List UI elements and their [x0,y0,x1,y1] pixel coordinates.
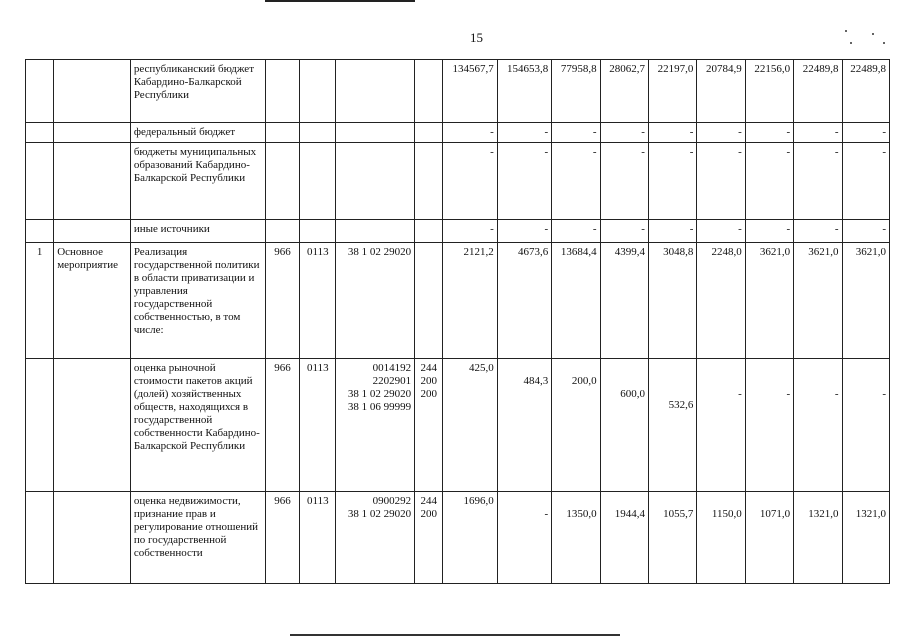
name-cell [130,60,265,123]
status-cell [54,492,131,584]
status-cell [54,220,131,243]
year-value: 1944,4 [614,508,645,520]
rzpr-code-text: 0113 [307,362,329,374]
year-value: 3621,0 [808,246,839,258]
table-row [26,220,890,243]
year-value-cell [552,123,600,143]
year-value-cell [648,243,696,359]
year-value-cell [842,60,889,123]
scan-artifact-top [265,0,415,2]
year-value-cell [794,143,842,220]
year-value-cell [697,243,745,359]
rzpr-code-cell [300,492,336,584]
status-text: Основное мероприятие [57,246,118,271]
year-value-cell [697,359,745,492]
year-value: 154653,8 [506,63,549,75]
vr-code-text: 200 [420,375,437,387]
grbs-code-cell [265,60,299,123]
year-value-cell [552,60,600,123]
row-number-cell [26,143,54,220]
year-value-cell [497,359,551,492]
name-text: оценка недвижимости, признание прав и регулирование отношений по государственной собственности [133,495,259,559]
year-value-cell [794,220,842,243]
grbs-code-cell [265,143,299,220]
year-value: 425,0 [469,362,494,374]
year-value: - [738,126,742,138]
scan-speck [845,30,847,32]
table-row [26,492,890,584]
year-value: - [738,223,742,235]
year-value: - [738,388,742,400]
vr-code-text: 244 [420,495,437,507]
year-value-cell [794,492,842,584]
year-value-cell [842,123,889,143]
scan-speck [883,42,885,44]
year-value: 600,0 [620,388,645,400]
year-value: 1350,0 [566,508,597,520]
name-text: федеральный бюджет [133,126,236,138]
grbs-code-cell [265,492,299,584]
year-value-cell [552,492,600,584]
name-text: Реализация государственной политики в области приватизации и управления государственной собственностью, в том числе: [133,246,260,336]
name-cell [130,220,265,243]
year-value-cell [600,60,648,123]
scan-speck [850,42,852,44]
status-cell [54,123,131,143]
year-value-cell [745,243,793,359]
year-value-cell [552,243,600,359]
rzpr-code-cell [300,60,336,123]
year-value: 134567,7 [452,63,494,75]
csr-code-cell [336,60,415,123]
year-value: 2248,0 [711,246,742,258]
name-text: республиканский бюджет Кабардино-Балкарской Республики [133,63,255,101]
year-value-cell [648,220,696,243]
year-value-cell [794,123,842,143]
year-value: - [834,223,839,235]
csr-code-cell [336,492,415,584]
row-number-text: 1 [36,246,43,258]
name-cell [130,123,265,143]
table-row [26,359,890,492]
year-value-cell [745,492,793,584]
vr-code-cell [415,143,443,220]
year-value: 3621,0 [855,246,886,258]
year-value: 28062,7 [609,63,645,75]
csr-code-text: 0014192 [372,362,412,374]
year-value-cell [443,60,497,123]
year-value-cell [697,492,745,584]
year-value: - [738,146,742,158]
year-value-cell [794,359,842,492]
year-value: 1696,0 [463,495,494,507]
year-value: - [882,126,886,138]
year-value-cell [497,143,551,220]
year-value-cell [552,359,600,492]
year-value: - [544,508,549,520]
year-value: - [834,126,839,138]
vr-code-text: 200 [420,508,437,520]
grbs-code-cell [265,220,299,243]
year-value-cell [745,60,793,123]
year-value: 22489,8 [850,63,886,75]
year-value: 22489,8 [802,63,839,75]
year-value: 1321,0 [855,508,886,520]
rzpr-code-cell [300,123,336,143]
year-value-cell [745,123,793,143]
csr-code-text: 0900292 [372,495,412,507]
year-value-cell [600,143,648,220]
rzpr-code-cell [300,143,336,220]
year-value: - [882,223,886,235]
grbs-code-text: 966 [274,495,291,507]
year-value: - [834,146,839,158]
year-value: 20784,9 [706,63,742,75]
name-cell [130,143,265,220]
year-value: 22197,0 [657,63,694,75]
name-text: бюджеты муниципальных образований Кабардино-Балкарской Республики [133,146,257,184]
csr-code-cell [336,220,415,243]
year-value-cell [600,359,648,492]
year-value: 2121,2 [463,246,494,258]
row-number-cell [26,243,54,359]
name-cell [130,492,265,584]
year-value: 3048,8 [663,246,694,258]
rzpr-code-cell [300,220,336,243]
rzpr-code-cell [300,359,336,492]
year-value: - [490,126,494,138]
year-value-cell [697,220,745,243]
year-value-cell [842,220,889,243]
year-value: - [786,126,791,138]
year-value-cell [697,123,745,143]
year-value: 77958,8 [560,63,597,75]
year-value: 1150,0 [711,508,742,520]
scan-artifact-bottom [290,634,620,636]
status-cell [54,60,131,123]
year-value-cell [794,243,842,359]
year-value: 532,6 [668,399,694,411]
year-value-cell [497,492,551,584]
year-value-cell [497,60,551,123]
year-value: - [786,223,791,235]
year-value: - [786,146,791,158]
year-value: - [544,146,549,158]
year-value: - [544,223,549,235]
row-number-cell [26,359,54,492]
csr-code-text: 2202901 [372,375,412,387]
csr-code-cell [336,143,415,220]
year-value: 22156,0 [754,63,791,75]
vr-code-cell [415,60,443,123]
year-value: - [592,126,597,138]
year-value-cell [648,492,696,584]
row-number-cell [26,60,54,123]
year-value: 1321,0 [808,508,839,520]
row-number-cell [26,220,54,243]
row-number-cell [26,123,54,143]
year-value: - [641,223,645,235]
table-row [26,60,890,123]
csr-code-cell [336,359,415,492]
year-value: - [490,146,494,158]
year-value-cell [697,60,745,123]
year-value: 4399,4 [614,246,645,258]
year-value-cell [497,243,551,359]
vr-code-cell [415,492,443,584]
year-value-cell [552,143,600,220]
year-value-cell [443,492,497,584]
budget-table [25,59,890,584]
year-value-cell [842,143,889,220]
year-value-cell [648,123,696,143]
year-value-cell [842,492,889,584]
table-row [26,123,890,143]
vr-code-text: 200 [420,388,437,400]
year-value-cell [745,359,793,492]
year-value: - [592,146,597,158]
csr-code-text: 38 1 02 29020 [347,388,412,400]
year-value: - [641,126,645,138]
rzpr-code-cell [300,243,336,359]
name-cell [130,243,265,359]
table-row [26,243,890,359]
rzpr-code-text: 0113 [307,246,329,258]
scan-speck [872,33,874,35]
year-value: - [689,146,694,158]
csr-code-cell [336,123,415,143]
year-value-cell [443,143,497,220]
year-value-cell [443,220,497,243]
vr-code-cell [415,220,443,243]
year-value-cell [443,359,497,492]
year-value: - [689,126,694,138]
year-value-cell [443,243,497,359]
year-value: - [834,388,839,400]
vr-code-cell [415,359,443,492]
row-number-cell [26,492,54,584]
year-value: 3621,0 [759,246,791,258]
year-value-cell [443,123,497,143]
year-value: - [544,126,549,138]
name-text: оценка рыночной стоимости пакетов акций (долей) хозяйственных обществ, находящихся в государственной собственности Кабардино-Балкарской Республики [133,362,260,452]
grbs-code-text: 966 [274,362,291,374]
year-value: 1071,0 [759,508,791,520]
year-value: 4673,6 [517,246,549,258]
name-text: иные источники [133,223,210,235]
csr-code-text: 38 1 06 99999 [347,401,412,413]
year-value: - [786,388,791,400]
year-value: - [592,223,597,235]
table-row [26,143,890,220]
year-value-cell [497,220,551,243]
year-value: 200,0 [571,375,597,387]
vr-code-cell [415,243,443,359]
year-value: 13684,4 [560,246,597,258]
csr-code-text: 38 1 02 29020 [347,508,412,520]
year-value-cell [600,220,648,243]
grbs-code-text: 966 [274,246,291,258]
status-cell [54,143,131,220]
page-number: 15 [470,30,483,45]
year-value-cell [745,143,793,220]
year-value-cell [600,243,648,359]
year-value-cell [745,220,793,243]
year-value-cell [497,123,551,143]
year-value-cell [648,359,696,492]
csr-code-text: 38 1 02 29020 [347,246,412,258]
vr-code-text: 244 [420,362,437,374]
year-value: - [641,146,645,158]
year-value-cell [648,143,696,220]
csr-code-cell [336,243,415,359]
status-cell [54,243,131,359]
year-value-cell [697,143,745,220]
year-value-cell [600,492,648,584]
vr-code-cell [415,123,443,143]
year-value: - [882,388,886,400]
year-value: 484,3 [523,375,549,387]
year-value: - [689,223,694,235]
status-cell [54,359,131,492]
rzpr-code-text: 0113 [307,495,329,507]
year-value: - [882,146,886,158]
name-cell [130,359,265,492]
year-value-cell [842,359,889,492]
grbs-code-cell [265,123,299,143]
year-value-cell [552,220,600,243]
year-value-cell [600,123,648,143]
year-value-cell [842,243,889,359]
year-value-cell [648,60,696,123]
grbs-code-cell [265,243,299,359]
year-value: 1055,7 [663,508,694,520]
year-value: - [490,223,494,235]
year-value-cell [794,60,842,123]
grbs-code-cell [265,359,299,492]
